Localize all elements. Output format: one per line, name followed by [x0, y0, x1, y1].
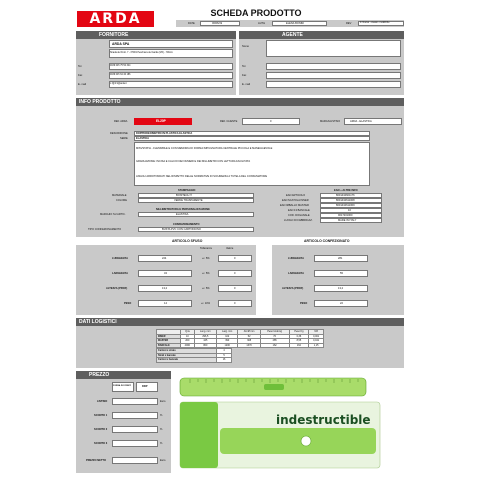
agente-section-title: AGENTE	[282, 32, 303, 38]
table-cell: 8,55	[289, 339, 309, 344]
serie-field	[134, 136, 370, 141]
table-cell: BANCALE	[157, 343, 181, 348]
pack-badge-icon	[301, 436, 311, 446]
table-cell: 4	[217, 349, 232, 354]
table-cell: 4000	[181, 343, 195, 348]
table-cell: 10	[181, 334, 195, 339]
sfuso-calc: 0	[234, 302, 236, 305]
ean-label: LUOGO DI FABBRICAZ.	[284, 219, 313, 222]
conf-value: 281	[338, 257, 343, 260]
agente-tel-label: Tel.	[242, 65, 247, 68]
prezzo-unit: %	[160, 428, 163, 431]
agente-fax-label: Fax	[242, 74, 247, 77]
prezzo-field[interactable]	[112, 426, 158, 433]
table-cell: 102	[216, 334, 237, 339]
table-cell: INNER	[157, 334, 181, 339]
sfuso-value: 224	[162, 257, 167, 260]
table-header-cell: Peso Kg	[289, 330, 309, 335]
fornitore-name: ARDA SPA	[112, 41, 130, 46]
sfuso-value: 14	[164, 302, 167, 305]
table-cell: 0,001	[309, 334, 324, 339]
sfuso-label: LUNGHEZZA	[112, 257, 128, 260]
table-header-cell: Q.tà	[181, 330, 195, 335]
detail-line: GRADUAZIONE: INCISA E CALCIO DEI NUMERI E DEI MILLIMETRI CON LETTURA FACILITATA	[136, 160, 251, 163]
sfuso-calc: 0	[234, 272, 236, 275]
confezionamento-title: CONFEZIONAMENTO	[173, 223, 200, 226]
ean-value: 10	[348, 209, 351, 212]
ref-arda-label: REF. ARDA	[114, 120, 128, 123]
sfuso-calc: 0	[234, 287, 236, 290]
colore-value: VERDE TRASPARENTE	[174, 199, 203, 202]
prezzo-field[interactable]	[112, 398, 158, 405]
prezzo-field[interactable]	[112, 412, 158, 419]
table-cell: Cartoni x bancale	[157, 358, 217, 363]
arda-logo	[77, 11, 154, 27]
table-cell: 0,36	[289, 334, 309, 339]
agente-email-field[interactable]	[266, 81, 401, 88]
ref-cliente-value: 0	[270, 120, 272, 123]
rev-label: REV	[346, 22, 352, 25]
agente-name-field[interactable]	[266, 40, 401, 57]
table-header-cell: Lung. mm	[194, 330, 216, 335]
materiale-value: BONITECH ®	[176, 194, 193, 197]
ruler-grip-icon	[264, 384, 284, 390]
conf-value: 22	[340, 302, 343, 305]
table-header-cell: Peso lordo kg	[260, 330, 289, 335]
prezzo-label: SCONTO 2	[94, 428, 108, 431]
fornitore-email-field	[109, 81, 233, 88]
sfuso-calc: 0	[234, 257, 236, 260]
prezzo-unit: Euro	[160, 400, 166, 403]
fornitore-section-title: FORNITORE	[99, 32, 129, 38]
fornitore-email-label: E- mail	[78, 83, 87, 86]
sfuso-label: LARGHEZZA	[112, 272, 128, 275]
fornitore-tel: 0039 045 75 50 344	[110, 65, 131, 67]
col-valore: Valore	[226, 247, 234, 250]
conf-value: 55	[340, 272, 343, 275]
stampaggio-title: STAMPAGGIO	[178, 189, 196, 192]
date-label: DATE	[188, 22, 195, 25]
ref-arda-value: EL20P	[156, 119, 166, 123]
prezzo-unit: %	[160, 414, 163, 417]
conf-label: LARGHEZZA	[288, 272, 304, 275]
sfuso-value: 13,2	[162, 287, 168, 290]
serie-value: ELASTIKA	[136, 137, 149, 140]
ean-label: EAN SCATOLA INNER	[282, 199, 309, 202]
descr-value: DOPPIODECIMETRO IN PLASTICA ELASTICA	[136, 132, 193, 135]
fornitore-tel-label: Tel.	[78, 65, 83, 68]
forma-value: DDP	[142, 385, 148, 388]
prezzo-label: LISTINO	[97, 400, 108, 403]
tipo-conf-value: BUSTA PVC CON CARTONCINO	[162, 228, 201, 231]
table-cell: 285	[260, 339, 289, 344]
ean-label: EAN ARTICOLO	[286, 194, 306, 197]
prezzo-section-header	[76, 371, 171, 379]
fornitore-fax-label: Fax	[78, 74, 83, 77]
logistics-table	[156, 329, 324, 348]
table-cell: 52	[238, 334, 260, 339]
table-cell: 70	[260, 334, 289, 339]
agente-fax-field[interactable]	[266, 72, 401, 79]
prezzo-field[interactable]	[112, 457, 158, 464]
detail-line: ANGOLI ARROTONDATI NEL RISPETTO DELLE NORMATIVE DI SICUREZZA A TUTELA DEL CONSUMATORE	[136, 175, 268, 178]
table-cell: 1200	[216, 343, 237, 348]
prezzo-label: SCONTO 1	[94, 414, 108, 417]
product-sheet	[76, 7, 404, 473]
agente-section-header	[239, 31, 404, 39]
agente-email-label: E- mail	[242, 83, 251, 86]
prezzo-label: PREZZO NETTO	[86, 459, 106, 462]
marchio-value: ELASTIKA	[176, 213, 189, 216]
agente-tel-field[interactable]	[266, 63, 401, 70]
ean-value: 8001434601176	[336, 194, 355, 197]
table-cell: Cartoni x strato	[157, 349, 217, 354]
serie-label: SERIE	[120, 137, 128, 140]
articolo-conf-title: ARTICOLO CONFEZIONATO	[304, 239, 350, 243]
ean-value: MADE IN ITALY	[338, 219, 357, 222]
table-row	[157, 358, 232, 363]
logistici-section-title: DATI LOGISTICI	[79, 319, 117, 325]
nillimetratura-title: NILLIMETRATURA E PERSONALIZZAZIONE	[156, 208, 210, 211]
logistici-section-header	[76, 318, 404, 326]
prezzo-unit: %	[160, 442, 163, 445]
sfuso-tol: +/- 5%	[202, 272, 210, 275]
table-cell: 308	[238, 339, 260, 344]
fornitore-section-header	[76, 31, 236, 39]
table-header-cell: M3	[309, 330, 324, 335]
table-cell: 164	[289, 343, 309, 348]
marchio-label: MARCHIO SU ARTIC.	[100, 213, 126, 216]
table-cell: 5	[217, 353, 232, 358]
packed-ruler-icon	[220, 428, 376, 454]
fornitore-fax: 0039 045 64 40 186	[110, 74, 131, 76]
auth-value: ELENA BONINI	[286, 22, 305, 25]
info-section-header	[76, 98, 404, 106]
table-header-cell: Alt./Ø mm	[238, 330, 260, 335]
agente-name-label: Nome	[242, 45, 249, 48]
sfuso-value: 34	[164, 272, 167, 275]
table-cell: 162	[260, 343, 289, 348]
articolo-sfuso-title: ARTICOLO SFUSO	[172, 239, 203, 243]
table-cell: 445	[194, 339, 216, 344]
ean-value: 8001434611008	[336, 199, 355, 202]
pack-text: indestructible	[276, 413, 371, 427]
sfuso-tol: +/- 5%	[202, 257, 210, 260]
table-cell: 1370	[238, 343, 260, 348]
marca-label: MARCA/LISTINO	[320, 120, 341, 123]
prezzo-unit: Euro	[160, 459, 166, 462]
auth-label: AUTH	[258, 22, 266, 25]
colore-label: COLORE	[116, 199, 127, 202]
marca-value: ARDA - ELASTIKA	[350, 120, 372, 123]
marchio-field	[138, 212, 254, 217]
conf-value: 13,2	[338, 287, 344, 290]
table-cell: 390	[216, 339, 237, 344]
materiale-label: MATERIALE	[112, 194, 127, 197]
table-cell: 0,041	[309, 339, 324, 344]
sfuso-label: ALTEZZA (PROF)	[106, 287, 128, 290]
table-cell: Strati x bancale	[157, 353, 217, 358]
detail-line: MISVSTATIA - FLESSIBILE E CON MEMORIA DI FORMA IMPUGNATURA CENTRALE PICCOLA E MANEGGEVOLE	[136, 147, 273, 150]
table-cell: 800	[194, 343, 216, 348]
table-header-cell: Larg. mm	[216, 330, 237, 335]
ean-label: EAN 13 BANCALE	[288, 209, 310, 212]
pallet-table	[156, 348, 232, 363]
product-image	[176, 376, 404, 473]
fornitore-email: c.f@2.9@arda.it	[110, 83, 127, 85]
rev-value: 0. Nuovo - creato - modifiche	[360, 22, 390, 24]
table-cell: MASTER	[157, 339, 181, 344]
sfuso-tol: +/- 10%	[201, 302, 211, 305]
prezzo-field[interactable]	[112, 440, 158, 447]
prezzo-section-title: PREZZO	[89, 372, 110, 378]
table-cell: 1,15	[309, 343, 324, 348]
conf-label: PESO	[300, 302, 308, 305]
conf-label: LUNGHEZZA	[288, 257, 304, 260]
sfuso-tol: +/- 5%	[202, 287, 210, 290]
table-cell: 200	[181, 339, 195, 344]
ean-value: 8001434611009	[336, 204, 355, 207]
date-value: 06/06/19	[212, 22, 223, 25]
arda-logo-text: ARDA	[89, 11, 142, 27]
info-section-title: INFO PRODOTTO	[79, 99, 121, 105]
conf-label: ALTEZZA (PROF)	[282, 287, 304, 290]
table-cell: 16	[217, 358, 232, 363]
table-cell: 296,5	[194, 334, 216, 339]
sfuso-label: PESO	[124, 302, 132, 305]
col-tolleranza: Tolleranza	[200, 247, 212, 250]
ean-value: 9017201000	[338, 214, 353, 217]
pack-label-icon	[180, 402, 218, 468]
fornitore-address: Strada del Frutt. 7 - 37019 Peschiera del Garda (VR) - ITALIA	[110, 52, 173, 54]
forma-label: FORMA DI FORNIT.	[113, 385, 132, 387]
ref-cliente-label: REF. CLIENTE	[220, 120, 238, 123]
ean-title: EAN + ALTRE INFO	[334, 189, 358, 192]
ean-label: COD. DOGANALE	[288, 214, 310, 217]
tipo-conf-label: TIPO CONFEZIONAMENTO	[88, 228, 122, 231]
descr-label: DESCRIZIONE	[110, 132, 128, 135]
prezzo-label: SCONTO 3	[94, 442, 108, 445]
page-title: SCHEDA PRODOTTO	[210, 8, 302, 18]
ean-label: EAN IMBALLO MASTER	[280, 204, 309, 207]
